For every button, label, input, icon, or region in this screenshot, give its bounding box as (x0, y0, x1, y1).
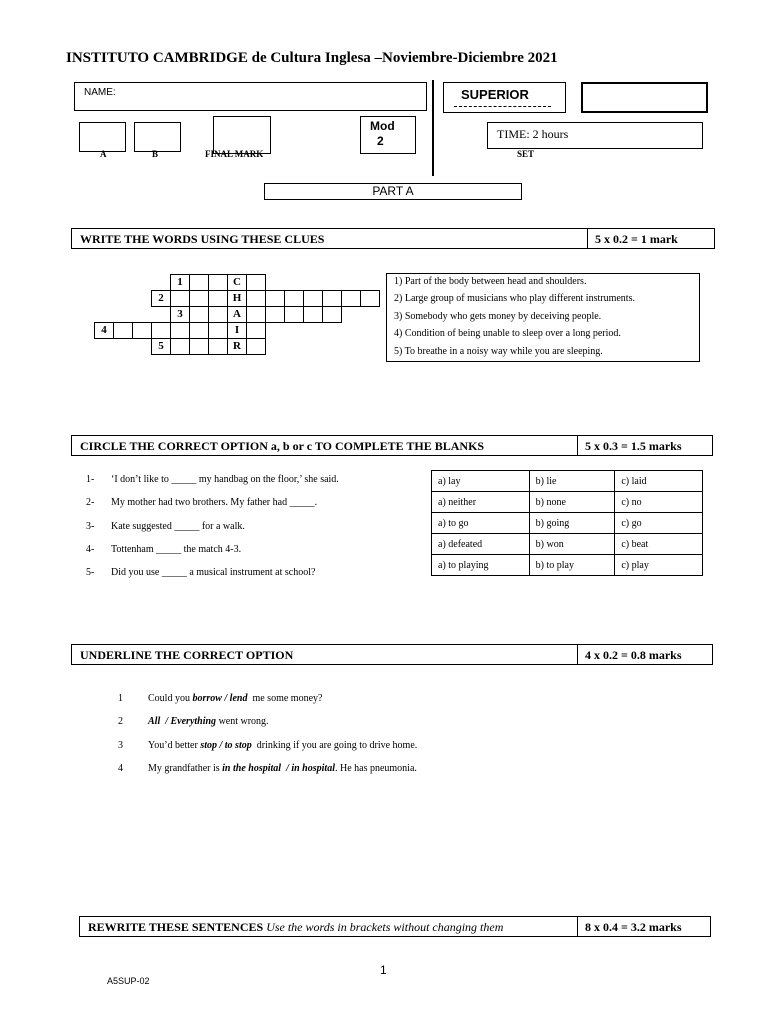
crossword-empty (266, 323, 285, 339)
crossword-empty (152, 307, 171, 323)
crossword-cell[interactable]: 1 (171, 275, 190, 291)
label-set: SET (517, 149, 535, 159)
section-4-subtitle: Use the words in brackets without changing them (266, 920, 504, 934)
crossword-empty (342, 275, 361, 291)
crossword-empty (95, 339, 114, 355)
crossword-cell[interactable] (266, 291, 285, 307)
crossword-empty (361, 323, 380, 339)
option-choices[interactable]: borrow / lend (192, 693, 248, 704)
question-text: Did you use _____ a musical instrument at school? (111, 567, 316, 579)
crossword-cell[interactable] (323, 307, 342, 323)
crossword-cell[interactable] (209, 275, 228, 291)
crossword-cell[interactable]: R (228, 339, 247, 355)
crossword-empty (285, 275, 304, 291)
crossword-cell[interactable] (247, 307, 266, 323)
crossword-empty (95, 291, 114, 307)
crossword-cell[interactable] (171, 339, 190, 355)
question-number: 4- (86, 543, 95, 555)
document-title: INSTITUTO CAMBRIDGE de Cultura Inglesa –Noviembre-Diciembre 2021 (66, 50, 558, 66)
vertical-divider (432, 80, 434, 176)
option-choices[interactable]: All / Everything (148, 716, 217, 728)
question-text: Tottenham _____ the match 4-3. (111, 543, 242, 555)
mod-label: Mod (370, 119, 395, 133)
options-row (432, 471, 703, 492)
clues-box (386, 273, 700, 362)
option-b[interactable]: b) won (529, 534, 615, 555)
option-c[interactable]: c) go (615, 513, 703, 534)
sentence-text: me some money? (247, 693, 323, 704)
mod-box (360, 116, 416, 154)
page-number: 1 (380, 963, 387, 977)
options-row (432, 534, 703, 555)
part-a-label: PART A (372, 184, 414, 198)
crossword-cell[interactable] (342, 291, 361, 307)
underline-sentence (148, 716, 269, 727)
mark-box-a[interactable] (79, 122, 126, 152)
crossword-cell[interactable] (247, 323, 266, 339)
option-b[interactable]: b) none (529, 492, 615, 513)
crossword-empty (342, 323, 361, 339)
crossword-empty (285, 323, 304, 339)
question-text: My mother had two brothers. My father had _____. (111, 497, 318, 509)
crossword-cell[interactable] (133, 323, 152, 339)
crossword-empty (114, 339, 133, 355)
crossword-empty (266, 275, 285, 291)
crossword-cell[interactable] (152, 323, 171, 339)
question-number: 4 (118, 762, 123, 774)
crossword-cell[interactable] (285, 307, 304, 323)
option-b[interactable]: b) lie (529, 471, 615, 492)
level-box (443, 82, 566, 113)
crossword-empty (323, 275, 342, 291)
options-row (432, 555, 703, 576)
time-label: TIME: 2 hours (497, 127, 569, 141)
crossword-empty (133, 291, 152, 307)
crossword-empty (342, 307, 361, 323)
part-a-heading (264, 183, 522, 200)
question-number: 2- (86, 497, 95, 509)
crossword-empty (95, 307, 114, 323)
crossword-cell[interactable]: I (228, 323, 247, 339)
crossword-empty (114, 307, 133, 323)
crossword-cell[interactable]: 4 (95, 323, 114, 339)
crossword-cell[interactable] (190, 323, 209, 339)
mod-number: 2 (377, 134, 384, 148)
crossword-cell[interactable]: H (228, 291, 247, 307)
crossword-cell[interactable] (247, 275, 266, 291)
crossword-empty (304, 275, 323, 291)
section-2-marks: 5 x 0.3 = 1.5 marks (577, 436, 712, 455)
set-mark-box[interactable] (581, 82, 708, 113)
crossword-cell[interactable] (247, 291, 266, 307)
crossword-cell[interactable] (247, 339, 266, 355)
section-4-title: REWRITE THESE SENTENCES (88, 920, 264, 934)
section-4-header (79, 916, 711, 937)
clue-item: 3) Somebody who gets money by deceiving people. (394, 310, 602, 322)
crossword-empty (342, 339, 361, 355)
crossword-cell[interactable] (209, 339, 228, 355)
question-number: 3- (86, 520, 95, 532)
crossword-cell[interactable] (361, 291, 380, 307)
time-box (487, 122, 703, 149)
option-c[interactable]: c) laid (615, 471, 703, 492)
crossword-empty (114, 275, 133, 291)
crossword-cell[interactable] (304, 307, 323, 323)
crossword-empty (152, 275, 171, 291)
crossword-cell[interactable] (304, 291, 323, 307)
level-label: SUPERIOR (461, 87, 529, 102)
crossword-empty (323, 323, 342, 339)
mark-box-b[interactable] (134, 122, 181, 152)
crossword-cell[interactable]: 2 (152, 291, 171, 307)
name-label: NAME: (84, 87, 116, 98)
crossword-cell[interactable] (171, 291, 190, 307)
question-number: 3 (118, 739, 123, 751)
crossword-empty (133, 275, 152, 291)
underline-sentence (148, 763, 417, 774)
crossword-cell[interactable]: C (228, 275, 247, 291)
name-field[interactable] (74, 82, 427, 111)
crossword-empty (304, 323, 323, 339)
question-text: Kate suggested _____ for a walk. (111, 520, 245, 532)
crossword-empty (361, 307, 380, 323)
label-final-mark: FINAL MARK (205, 149, 264, 159)
crossword-empty (361, 275, 380, 291)
crossword-cell[interactable]: 5 (152, 339, 171, 355)
question-number: 1- (86, 474, 95, 485)
crossword-empty (285, 339, 304, 355)
section-1-title: WRITE THE WORDS USING THESE CLUES (80, 232, 325, 246)
label-b: B (152, 149, 159, 159)
section-3-marks: 4 x 0.2 = 0.8 marks (577, 645, 712, 664)
section-2-title: CIRCLE THE CORRECT OPTION a, b or c TO COMPLETE THE BLANKS (80, 439, 485, 453)
question-number: 1 (118, 693, 123, 704)
document-code: A5SUP-02 (107, 976, 150, 986)
crossword-empty (323, 339, 342, 355)
question-number: 2 (118, 716, 123, 728)
option-b[interactable]: b) to play (529, 555, 615, 576)
option-choices[interactable]: stop / to stop (200, 739, 252, 751)
crossword-cell[interactable] (171, 323, 190, 339)
crossword-cell[interactable] (190, 339, 209, 355)
sentence-text: My grandfather is (148, 762, 223, 774)
option-a[interactable]: a) lay (432, 471, 530, 492)
sentence-text: Could you (148, 693, 193, 704)
option-a[interactable]: a) to playing (432, 555, 530, 576)
crossword-cell[interactable] (266, 307, 285, 323)
question-text: ‘I don’t like to _____ my handbag on the floor,’ she said. (111, 474, 339, 485)
underline-sentence (148, 693, 322, 704)
sentence-text: went wrong. (216, 716, 269, 728)
crossword-cell[interactable] (190, 291, 209, 307)
crossword-cell[interactable] (209, 307, 228, 323)
option-a[interactable]: a) neither (432, 492, 530, 513)
crossword-empty (133, 339, 152, 355)
crossword-cell[interactable] (209, 323, 228, 339)
crossword-empty (266, 339, 285, 355)
option-c[interactable]: c) play (615, 555, 703, 576)
clue-item: 5) To breathe in a noisy way while you are sleeping. (394, 345, 603, 357)
clue-item: 4) Condition of being unable to sleep over a long period. (394, 328, 621, 340)
sentence-text: . He has pneumonia. (334, 762, 417, 774)
options-row (432, 492, 703, 513)
crossword-empty (133, 307, 152, 323)
underline-sentence (148, 740, 417, 751)
section-4-marks: 8 x 0.4 = 3.2 marks (577, 917, 710, 936)
crossword-grid (94, 274, 380, 355)
options-row (432, 513, 703, 534)
crossword-cell[interactable] (209, 291, 228, 307)
option-b[interactable]: b) going (529, 513, 615, 534)
section-1-header (71, 228, 715, 249)
crossword-empty (95, 275, 114, 291)
options-table (431, 470, 703, 576)
crossword-cell[interactable] (190, 307, 209, 323)
section-2-header (71, 435, 713, 456)
clue-item: 1) Part of the body between head and shoulders. (394, 276, 587, 287)
crossword-empty (361, 339, 380, 355)
crossword-cell[interactable] (323, 291, 342, 307)
crossword-cell[interactable] (190, 275, 209, 291)
section-3-header (71, 644, 713, 665)
crossword-empty (114, 291, 133, 307)
option-choices[interactable]: in the hospital / in hospital (222, 762, 335, 774)
option-c[interactable]: c) beat (615, 534, 703, 555)
sentence-text: drinking if you are going to drive home. (251, 739, 418, 751)
crossword-cell[interactable]: A (228, 307, 247, 323)
crossword-cell[interactable]: 3 (171, 307, 190, 323)
question-number: 5- (86, 567, 95, 579)
crossword-cell[interactable] (114, 323, 133, 339)
section-3-title: UNDERLINE THE CORRECT OPTION (80, 648, 294, 662)
level-underline (454, 106, 551, 107)
clue-item: 2) Large group of musicians who play different instruments. (394, 293, 635, 305)
section-1-marks: 5 x 0.2 = 1 mark (587, 229, 714, 248)
option-a[interactable]: a) defeated (432, 534, 530, 555)
option-a[interactable]: a) to go (432, 513, 530, 534)
option-c[interactable]: c) no (615, 492, 703, 513)
label-a: A (100, 149, 107, 159)
sentence-text: You’d better (148, 739, 201, 751)
crossword-cell[interactable] (285, 291, 304, 307)
crossword-empty (304, 339, 323, 355)
